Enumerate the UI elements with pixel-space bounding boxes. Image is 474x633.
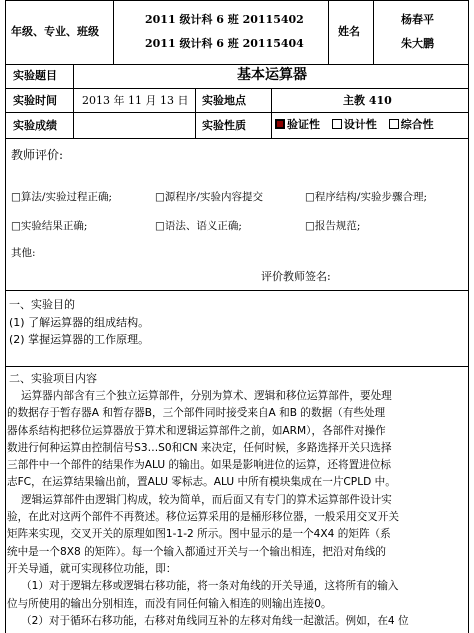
rule [5, 112, 469, 113]
name-label: 姓名 [338, 25, 360, 38]
content-line: 统中是一个8X8 的矩阵）。每一个输入都通过开关与一个输出相连，把沿对角线的 [7, 545, 386, 558]
purpose-item: (2) 掌握运算器的工作原理。 [9, 333, 150, 346]
option-design[interactable]: 设计性 [332, 118, 377, 131]
lab-report-page [5, 0, 469, 633]
purpose-item: (1) 了解运算器的组成结构。 [9, 316, 150, 329]
rule [5, 138, 469, 139]
place-label: 实验地点 [202, 94, 246, 107]
content-line: 逻辑运算部件由逻辑门构成，较为简单，而后面又有专门的算术运算部件设计实 [21, 493, 392, 506]
score-label: 实验成绩 [13, 119, 57, 132]
nature-options [275, 118, 434, 132]
rule [328, 0, 329, 64]
content-line: 数进行何种运算由控制信号S3…S0和CN 来决定，任何时候，多路选择开关只选择 [7, 441, 392, 454]
rule [5, 64, 469, 65]
content-line: 开关导通，就可实现移位功能，即： [7, 562, 177, 575]
content-line: 位与所使用的输出分别相连，而没有同任何输入相连的则输出连接0。 [7, 597, 332, 610]
rule [5, 0, 469, 1]
experiment-place: 主教 410 [343, 94, 392, 107]
content-body [7, 388, 463, 630]
time-label: 实验时间 [13, 94, 57, 107]
content-line: 验，在此对这两个部件不再赘述。移位运算采用的是桶形移位器，一般采用交叉开关 [7, 511, 399, 524]
checkbox-checked[interactable] [275, 119, 285, 129]
frame-right [468, 0, 469, 633]
checkbox[interactable] [332, 119, 342, 129]
purpose-heading: 一、实验目的 [9, 298, 75, 311]
option-comprehensive[interactable]: 综合性 [389, 118, 434, 131]
rule [195, 88, 196, 138]
content-line: 器体系结构把移位运算器放于算术和逻辑运算部件之前，如ARM），各部件对操作 [7, 424, 386, 437]
content-line: （2）对于循环右移功能，右移对角线同互补的左移对角线一起激活。例如，在4 位 [21, 614, 409, 627]
class-label: 年级、专业、班级 [11, 25, 99, 38]
content-line: 志FC，在运算结果输出前，置ALU 零标志。ALU 中所有模块集成在一片CPLD 中。 [7, 476, 396, 489]
rule [113, 0, 114, 64]
eval-item: □实验结果正确; [11, 220, 88, 232]
frame-left [5, 0, 6, 633]
eval-item: □语法、语义正确; [155, 220, 242, 232]
experiment-title: 基本运算器 [237, 67, 307, 83]
rule [5, 290, 469, 291]
content-line: 的数据存于暂存器A 和暂存器B，三个部件同时接受来自A 和B 的数据（有些处理 [7, 407, 386, 420]
experiment-time: 2013 年 11 月 13 日 [82, 94, 189, 107]
content-line: 运算器内部含有三个独立运算部件，分别为算术、逻辑和移位运算部件，要处理 [21, 390, 392, 402]
student-name-1: 杨春平 [401, 13, 434, 26]
checkbox[interactable] [389, 119, 399, 129]
rule [73, 64, 74, 138]
student-name-2: 朱大鹏 [401, 37, 434, 50]
option-verification[interactable]: 验证性 [275, 118, 320, 131]
class-line-1: 2011 级计科 6 班 20115402 [145, 13, 304, 26]
title-label: 实验题目 [13, 69, 57, 82]
rule [373, 0, 374, 64]
rule [5, 88, 469, 89]
class-line-2: 2011 级计科 6 班 20115404 [145, 37, 304, 50]
signature-label: 评价教师签名: [261, 270, 331, 283]
content-line: （1）对于逻辑左移或逻辑右移功能，将一条对角线的开关导通，这将所有的输入 [21, 580, 399, 593]
content-line: 矩阵来实现，交叉开关的原理如图1-1-2 所示。图中显示的是一个4X4 的矩阵（系 [7, 528, 391, 541]
content-line: 三部件中一个部件的结果作为ALU 的输出。如果是影响进位的运算，还将置进位标 [7, 459, 391, 472]
nature-label: 实验性质 [202, 119, 246, 132]
rule [5, 366, 469, 367]
rule [271, 88, 272, 138]
eval-item: □程序结构/实验步骤合理; [305, 191, 427, 203]
other-label: 其他: [11, 247, 36, 259]
evaluation-heading: 教师评价: [11, 148, 64, 162]
eval-item: □报告规范; [305, 220, 361, 232]
content-heading: 二、实验项目内容 [9, 372, 97, 385]
eval-item: □源程序/实验内容提交 [155, 191, 263, 203]
eval-item: □算法/实验过程正确; [11, 191, 112, 203]
